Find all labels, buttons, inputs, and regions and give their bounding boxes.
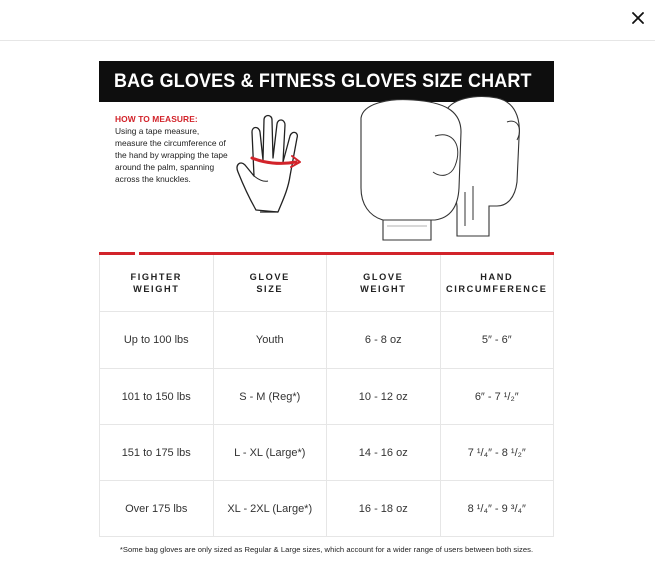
column-header: HAND CIRCUMFERENCE [440,255,554,312]
table-cell: 6″ - 7 ¹/₂″ [440,369,554,425]
table-cell: 16 - 18 oz [327,481,441,537]
chart-title: BAG GLOVES & FITNESS GLOVES SIZE CHART [114,70,532,92]
table-cell: 7 ¹/₄″ - 8 ¹/₂″ [440,425,554,481]
table-row [100,481,554,537]
table-row [100,425,554,481]
table-cell: 5″ - 6″ [440,312,554,369]
column-header: GLOVE WEIGHT [327,255,441,312]
footnote: *Some bag gloves are only sized as Regular & Large sizes, which account for a wider range of users between both sizes. [119,545,534,554]
table-cell: S - M (Reg*) [213,369,327,425]
table-cell: XL - 2XL (Large*) [213,481,327,537]
modal-header [0,0,655,41]
table-cell: 6 - 8 oz [327,312,441,369]
accent-divider [99,252,554,255]
size-table [99,254,554,537]
table-cell: Youth [213,312,327,369]
table-cell: 8 ¹/₄″ - 9 ³/₄″ [440,481,554,537]
table-cell: Over 175 lbs [100,481,214,537]
table-cell: L - XL (Large*) [213,425,327,481]
table-row [100,369,554,425]
close-icon [627,7,649,29]
hand-measure-icon [234,110,310,216]
table-cell: 10 - 12 oz [327,369,441,425]
how-to-measure-text: Using a tape measure, measure the circumference of the hand by wrapping the tape around the palm, spanning across the knuckles. [115,126,228,184]
close-button[interactable] [627,7,649,29]
column-header: FIGHTER WEIGHT [100,255,214,312]
table-cell: 14 - 16 oz [327,425,441,481]
illustration-panel [99,102,554,254]
table-header-row [100,255,554,312]
column-header: GLOVE SIZE [213,255,327,312]
how-to-measure-heading: HOW TO MEASURE: [115,114,198,124]
boxing-gloves-icon [357,92,553,242]
table-cell: Up to 100 lbs [100,312,214,369]
table-cell: 101 to 150 lbs [100,369,214,425]
table-row [100,312,554,369]
table-cell: 151 to 175 lbs [100,425,214,481]
size-chart [99,61,554,554]
